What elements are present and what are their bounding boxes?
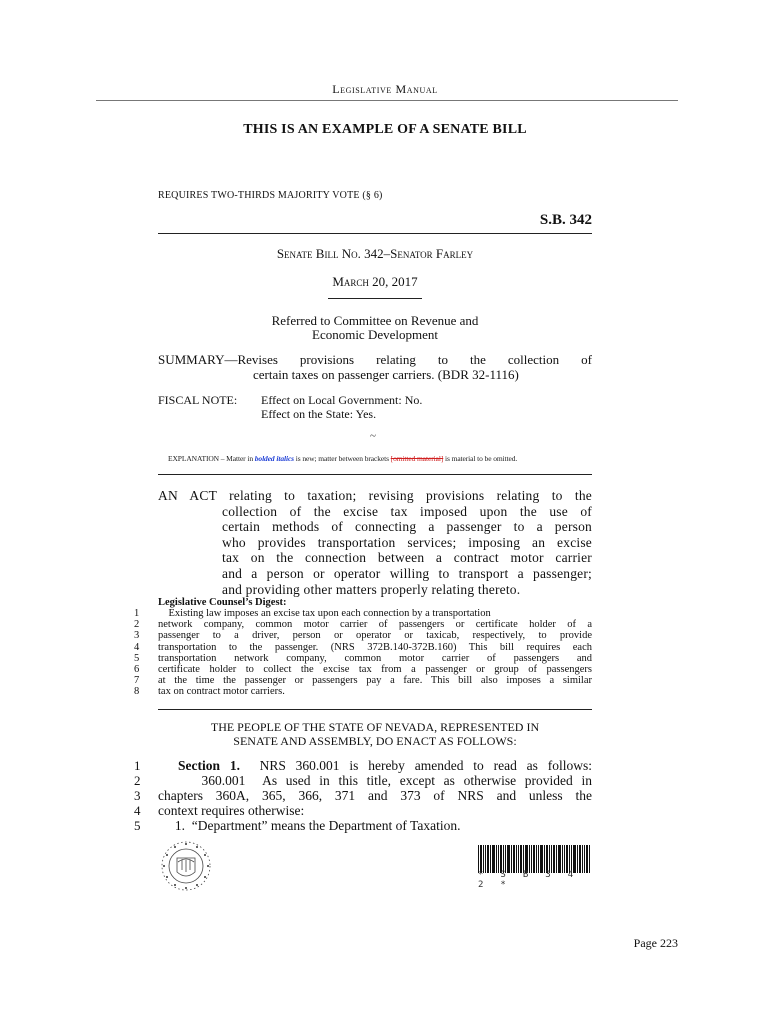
- line-number: 1: [134, 758, 141, 773]
- summary-text: Revises provisions relating to the collection of: [237, 352, 592, 367]
- digest-line: transportation network company, common motor carrier of passengers and: [158, 652, 592, 664]
- running-header: Legislative Manual: [332, 82, 438, 96]
- sponsor-line: Senate Bill No. 342–Senator Farley: [276, 246, 474, 261]
- explanation-prefix: EXPLANATION – Matter in: [168, 454, 255, 463]
- page-title: THIS IS AN EXAMPLE OF A SENATE BILL: [243, 122, 527, 137]
- explanation-strike: [omitted material]: [390, 454, 444, 463]
- digest-line: certificate holder to collect the excise tax from a passenger or group of passengers: [158, 663, 592, 675]
- section-line-numbers: [134, 758, 141, 833]
- enacting-line: SENATE AND ASSEMBLY, DO ENACT AS FOLLOWS:: [233, 734, 517, 748]
- digest-line-numbers: [134, 608, 139, 698]
- digest-line: network company, common motor carrier of passengers or certificate holder of a: [158, 619, 592, 631]
- barcode-text: * S B 3 4 2 *: [478, 870, 579, 890]
- line-number: 1: [134, 608, 140, 619]
- barcode-icon: [478, 845, 590, 873]
- act-line: and providing other matters properly relating thereto.: [222, 581, 521, 597]
- section-line: 1. “Department” means the Department of Taxation.: [158, 818, 461, 833]
- line-number: 3: [134, 788, 141, 803]
- digest-line: transportation to the passenger. (NRS 372B.140-372B.160) This bill requires each: [158, 641, 592, 653]
- enacting-line: THE PEOPLE OF THE STATE OF NEVADA, REPRESENTED IN: [210, 720, 540, 734]
- body-rule: [158, 709, 592, 710]
- fiscal-note-label: FISCAL NOTE:: [158, 393, 238, 407]
- explanation-rule: [158, 474, 592, 475]
- explanation-suffix: is material to be omitted.: [443, 454, 518, 463]
- section-text: NRS 360.001 is hereby amended to read as follows:: [239, 758, 593, 773]
- line-number: 4: [134, 641, 140, 653]
- act-line: AN ACT relating to taxation; revising provisions relating to the: [158, 488, 592, 503]
- section-heading: Section 1.: [178, 758, 240, 773]
- explanation-middle: is new; matter between brackets: [294, 454, 391, 463]
- line-number: 5: [134, 818, 141, 833]
- separator-tilde: ~: [370, 430, 376, 442]
- vote-requirement: REQUIRES TWO-THIRDS MAJORITY VOTE (§ 6): [158, 190, 383, 201]
- digest-line: tax on contract motor carriers.: [158, 686, 285, 698]
- digest-line: Existing law imposes an excise tax upon each connection by a transportation: [158, 608, 491, 619]
- referral-line: Economic Development: [312, 327, 438, 342]
- enacting-clause: [158, 720, 592, 748]
- summary: [158, 352, 592, 382]
- act-line: tax on the connection between a contract motor carrier: [222, 550, 592, 566]
- section-line: 360.001 As used in this title, except as otherwise provided in: [158, 773, 592, 788]
- summary-line: [158, 352, 592, 367]
- nevada-seal-icon: [158, 838, 214, 894]
- explanation-italic: bolded italics: [254, 454, 294, 463]
- fiscal-note-line: Effect on Local Government: No.: [261, 393, 423, 407]
- page-number: Page 223: [633, 936, 678, 950]
- digest-line: passenger to a driver, person or operator or taxicab, respectively, to provide: [158, 630, 592, 642]
- summary-line: certain taxes on passenger carriers. (BDR 32-1116): [253, 367, 519, 382]
- line-number: 5: [134, 652, 140, 664]
- line-number: 7: [134, 675, 140, 687]
- bill-date: March 20, 2017: [332, 274, 418, 289]
- summary-label: SUMMARY—: [158, 352, 238, 367]
- act-line: who provides transportation services; imposing an excise: [222, 534, 592, 550]
- act-title: [158, 488, 592, 597]
- header-rule: [96, 100, 678, 101]
- fiscal-note: [158, 393, 422, 421]
- date-rule: [328, 298, 422, 299]
- digest-title: Legislative Counsel’s Digest:: [158, 597, 287, 608]
- bill-number: S.B. 342: [539, 212, 592, 228]
- bill-number-rule: [158, 233, 592, 234]
- digest-body: [158, 608, 592, 698]
- explanation-note: [168, 454, 517, 463]
- line-number: 2: [134, 619, 140, 631]
- line-number: 6: [134, 664, 140, 676]
- fiscal-note-line: Effect on the State: Yes.: [261, 407, 377, 421]
- referral: [158, 314, 592, 342]
- section-line: [158, 758, 592, 773]
- act-line: and a person or operator willing to transport a passenger;: [222, 565, 592, 581]
- line-number: 3: [134, 630, 140, 642]
- section-line: chapters 360A, 365, 366, 371 and 373 of NRS and unless the: [158, 788, 592, 803]
- line-number: 4: [134, 803, 141, 818]
- line-number: 8: [134, 686, 140, 698]
- section-line: context requires otherwise:: [158, 803, 305, 818]
- line-number: 2: [134, 773, 141, 788]
- referral-line: Referred to Committee on Revenue and: [271, 313, 479, 328]
- digest-line: at the time the passenger or passengers pay a fare. This bill also imposes a similar: [158, 675, 592, 687]
- act-line: certain methods of connecting a passenger to a person: [222, 519, 592, 535]
- act-line: collection of the excise tax imposed upon the use of: [222, 503, 592, 519]
- section-1-text: [158, 758, 592, 833]
